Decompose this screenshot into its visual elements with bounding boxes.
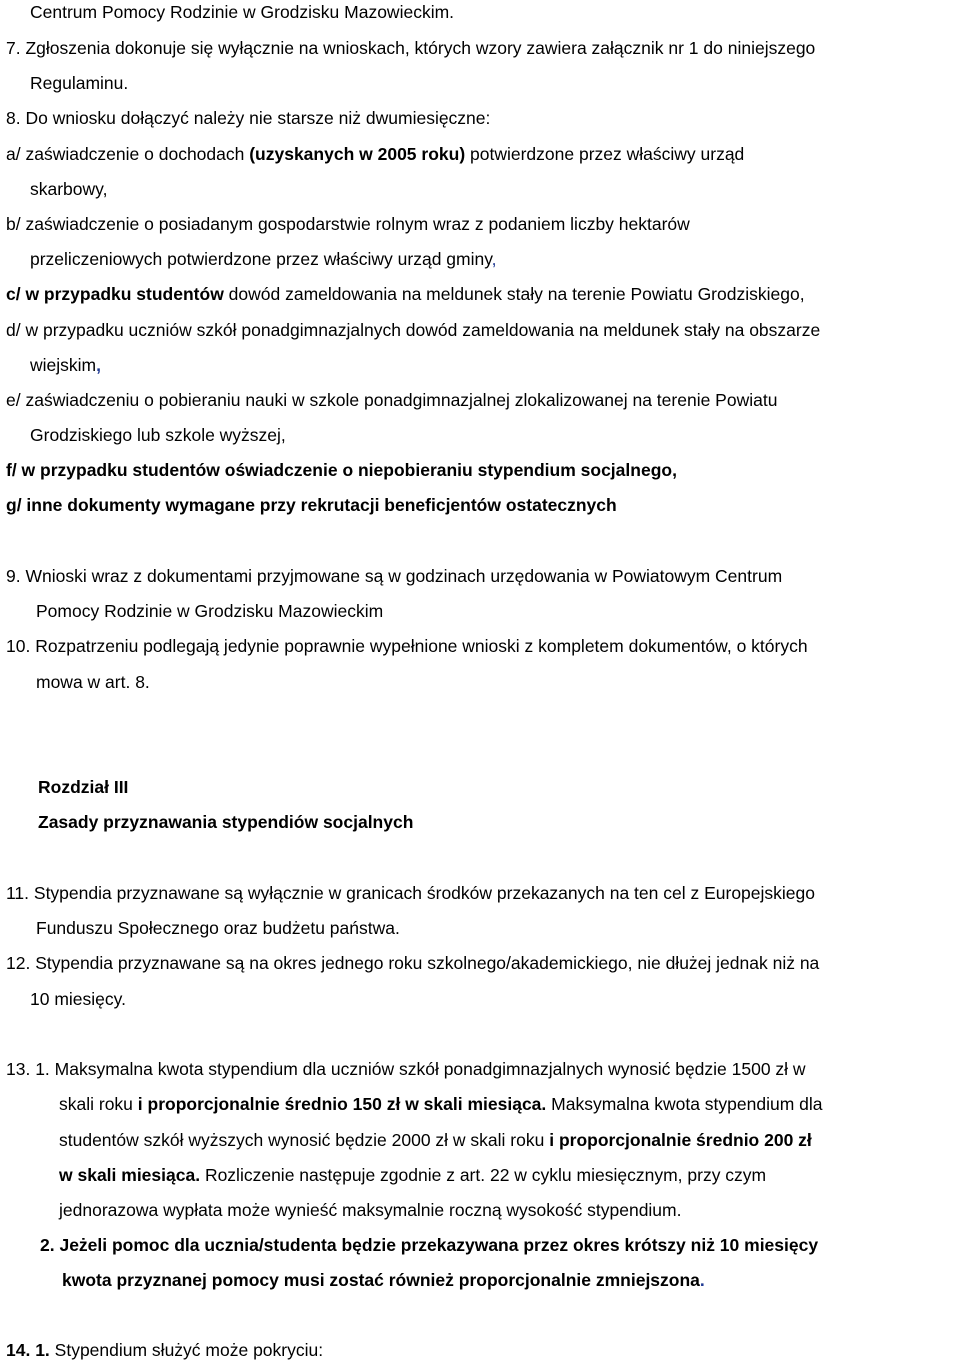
p13-text: skali roku (59, 1094, 138, 1114)
item-a (6, 144, 744, 164)
item-a-bold: (uzyskanych w 2005 roku) (249, 144, 466, 164)
item-c (6, 284, 805, 304)
paragraph-7-cont: Regulaminu. (30, 73, 129, 93)
paragraph-13-line4 (59, 1165, 766, 1185)
item-g: g/ inne dokumenty wymagane przy rekrutacji beneficjentów ostatecznych (6, 495, 617, 515)
paragraph-7: 7. Zgłoszenia dokonuje się wyłącznie na wnioskach, których wzory zawiera załącznik nr 1 do niniejszego (6, 38, 816, 58)
paragraph-10-cont: mowa w art. 8. (36, 672, 150, 692)
paragraph-13-point2-cont (62, 1270, 705, 1290)
item-d-comma: , (96, 355, 101, 375)
chapter-heading: Rozdział III (38, 777, 129, 797)
paragraph-9: 9. Wnioski wraz z dokumentami przyjmowane są w godzinach urzędowania w Powiatowym Centrum (6, 566, 783, 586)
paragraph-13-point2: 2. Jeżeli pomoc dla ucznia/studenta będzie przekazywana przez okres krótszy niż 10 miesięcy (40, 1235, 819, 1255)
paragraph-13-line2 (59, 1094, 823, 1114)
item-e-cont: Grodziskiego lub szkole wyższej, (30, 425, 286, 445)
paragraph-10: 10. Rozpatrzeniu podlegają jedynie poprawnie wypełnione wnioski z kompletem dokumentów, o których (6, 636, 808, 656)
item-d: d/ w przypadku uczniów szkół ponadgimnazjalnych dowód zameldowania na meldunek stały na obszarze (6, 320, 821, 340)
item-c-text: dowód zameldowania na meldunek stały na terenie Powiatu Grodziskiego, (223, 284, 805, 304)
p13-text4: Rozliczenie następuje zgodnie z art. 22 w cyklu miesięcznym, przy czym (200, 1165, 767, 1185)
paragraph-11-cont: Funduszu Społecznego oraz budżetu państwa. (36, 918, 400, 938)
p13-bold2: i proporcjonalnie średnio 200 zł (549, 1130, 812, 1150)
paragraph-11: 11. Stypendia przyznawane są wyłącznie w granicach środków przekazanych na ten cel z Europejskiego (6, 883, 815, 903)
item-d-cont-text: wiejskim (30, 355, 97, 375)
paragraph-13-line5: jednorazowa wypłata może wynieść maksymalnie roczną wysokość stypendium. (59, 1200, 682, 1220)
p13-point2-dot: . (699, 1270, 705, 1290)
item-b-cont-text: przeliczeniowych potwierdzone przez właściwy urząd gminy (30, 249, 492, 269)
p13-bold: i proporcjonalnie średnio 150 zł w skali miesiąca. (137, 1094, 547, 1114)
item-a-text: a/ zaświadczenie o dochodach (6, 144, 250, 164)
p13-bold3: w skali miesiąca. (59, 1165, 201, 1185)
p14-number: 14. 1. (6, 1340, 50, 1360)
line-institution: Centrum Pomocy Rodzinie w Grodzisku Mazowieckim. (30, 2, 455, 22)
p14-text: Stypendium służyć może pokryciu: (49, 1340, 324, 1360)
paragraph-14 (6, 1340, 323, 1360)
item-f: f/ w przypadku studentów oświadczenie o niepobieraniu stypendium socjalnego, (6, 460, 677, 480)
item-d-cont (30, 355, 101, 375)
item-b: b/ zaświadczenie o posiadanym gospodarstwie rolnym wraz z podaniem liczby hektarów (6, 214, 690, 234)
p13-point2-text: kwota przyznanej pomocy musi zostać również proporcjonalnie zmniejszona (62, 1270, 700, 1290)
item-b-comma: , (491, 249, 497, 269)
paragraph-12: 12. Stypendia przyznawane są na okres jednego roku szkolnego/akademickiego, nie dłużej jednak niż na (6, 953, 820, 973)
item-e: e/ zaświadczeniu o pobieraniu nauki w szkole ponadgimnazjalnej zlokalizowanej na terenie Powiatu (6, 390, 778, 410)
paragraph-12-cont: 10 miesięcy. (30, 989, 126, 1009)
item-b-cont (30, 249, 497, 269)
p13-text2: Maksymalna kwota stypendium dla (546, 1094, 823, 1114)
paragraph-8: 8. Do wniosku dołączyć należy nie starsze niż dwumiesięczne: (6, 108, 491, 128)
paragraph-13: 13. 1. Maksymalna kwota stypendium dla uczniów szkół ponadgimnazjalnych wynosić będzie 1500 zł w (6, 1059, 806, 1079)
p13-text3: studentów szkół wyższych wynosić będzie 2000 zł w skali roku (59, 1130, 550, 1150)
paragraph-13-line3 (59, 1130, 812, 1150)
paragraph-9-cont: Pomocy Rodzinie w Grodzisku Mazowieckim (36, 601, 384, 621)
item-c-bold: c/ w przypadku studentów (6, 284, 224, 304)
item-a-text2: potwierdzone przez właściwy urząd (465, 144, 745, 164)
chapter-title: Zasady przyznawania stypendiów socjalnych (38, 812, 414, 832)
item-a-cont: skarbowy, (30, 179, 108, 199)
